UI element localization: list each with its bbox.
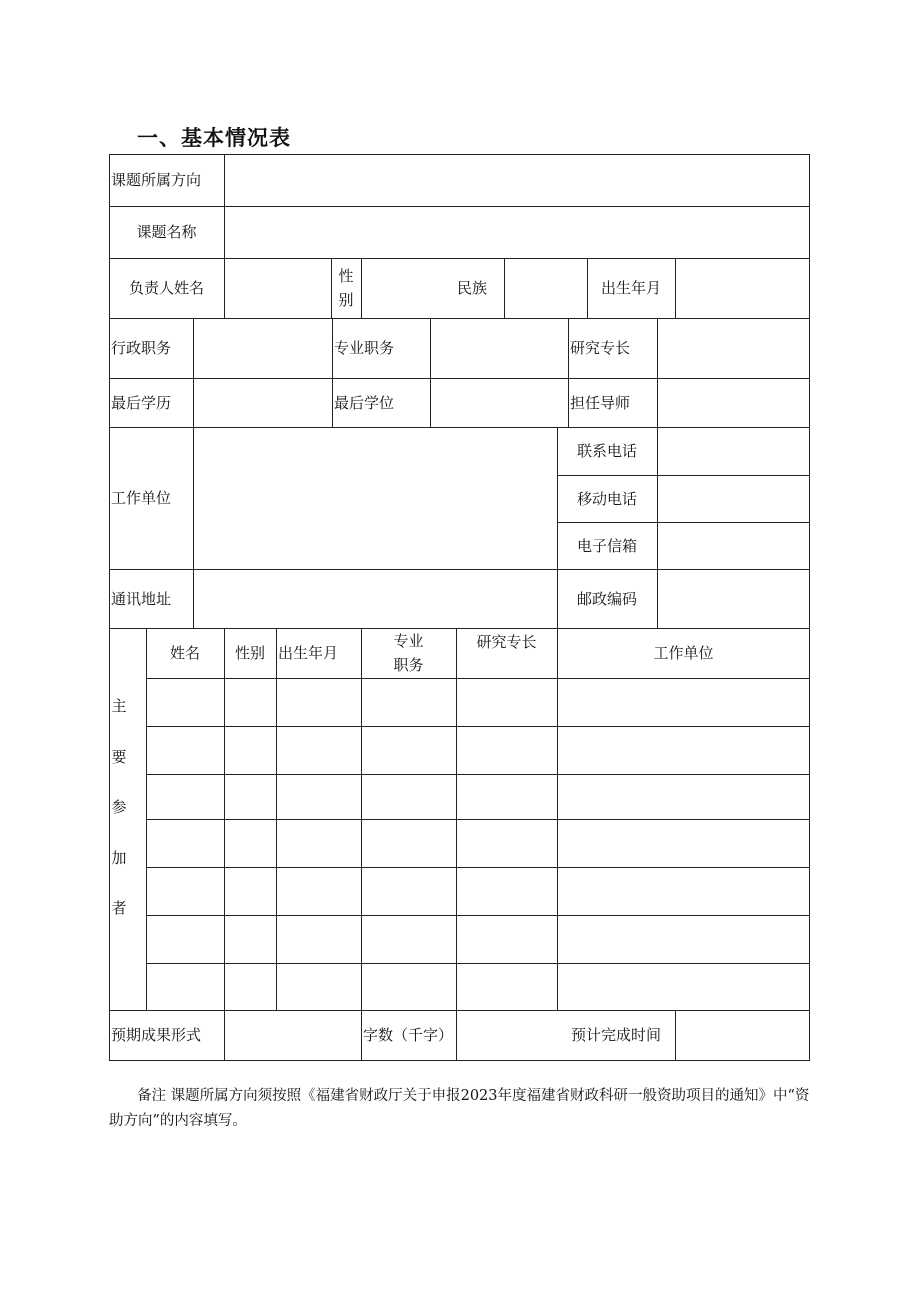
header-birth: 出生年月 xyxy=(278,644,339,662)
pro-post-field[interactable] xyxy=(431,319,568,378)
label-degree: 最后学位 xyxy=(334,393,395,412)
work-unit-field[interactable] xyxy=(194,428,557,569)
result-form-field[interactable] xyxy=(225,1011,361,1060)
label-ethnicity: 民族 xyxy=(457,279,488,297)
header-post xyxy=(361,628,456,678)
label-gender-2: 别 xyxy=(338,291,354,309)
page-title: 一、基本情况表 xyxy=(137,126,291,150)
col-rule xyxy=(146,628,147,1010)
label-gender-1: 性 xyxy=(338,267,354,285)
label-result-form: 预期成果形式 xyxy=(111,1026,202,1044)
label-direction: 课题所属方向 xyxy=(111,171,202,189)
header-specialty: 研究专长 xyxy=(476,633,537,651)
participants-char: 主 xyxy=(111,697,127,715)
row-rule xyxy=(146,819,810,820)
header-post-2: 职务 xyxy=(393,656,424,674)
mobile-field[interactable] xyxy=(658,476,809,522)
gender-field[interactable] xyxy=(362,259,442,318)
label-pro-post: 专业职务 xyxy=(334,339,395,357)
header-post-1: 专业 xyxy=(393,632,424,650)
label-admin-post: 行政职务 xyxy=(111,339,172,357)
label-leader-name: 负责人姓名 xyxy=(128,279,204,297)
leader-name-field[interactable] xyxy=(225,259,331,318)
row-rule xyxy=(146,963,810,964)
label-finish-time: 预计完成时间 xyxy=(570,1026,661,1044)
header-unit: 工作单位 xyxy=(653,644,714,662)
finish-time-field[interactable] xyxy=(676,1011,809,1060)
remark-note: 备注 课题所属方向须按照《福建省财政厅关于申报2023年度福建省财政科研一般资助项目的通知》中“资助方向”的内容填写。 xyxy=(109,1088,810,1129)
row-rule xyxy=(146,678,810,679)
row-rule xyxy=(146,915,810,916)
ethnicity-field[interactable] xyxy=(505,259,587,318)
label-word-count: 字数（千字） xyxy=(363,1026,454,1044)
participants-char: 参 xyxy=(111,798,127,816)
supervisor-field[interactable] xyxy=(658,379,809,427)
participants-char: 者 xyxy=(111,899,127,917)
basic-info-form xyxy=(109,154,810,1061)
label-work-unit: 工作单位 xyxy=(111,489,172,507)
col-rule xyxy=(224,628,225,1060)
label-mobile: 移动电话 xyxy=(576,489,637,508)
label-email: 电子信箱 xyxy=(576,536,637,555)
label-supervisor: 担任导师 xyxy=(570,393,631,412)
label-education: 最后学历 xyxy=(111,393,172,412)
education-field[interactable] xyxy=(194,379,332,427)
table-border-bottom xyxy=(109,1060,810,1061)
label-gender xyxy=(331,258,361,318)
admin-post-field[interactable] xyxy=(194,319,332,378)
col-rule xyxy=(361,628,362,1060)
phone-field[interactable] xyxy=(658,428,809,475)
direction-field[interactable] xyxy=(225,155,809,206)
label-specialty: 研究专长 xyxy=(570,339,631,357)
birth-field[interactable] xyxy=(676,259,809,318)
row-rule xyxy=(146,726,810,727)
specialty-field[interactable] xyxy=(658,319,809,378)
col-rule xyxy=(276,628,277,1010)
label-topic-name: 课题名称 xyxy=(136,223,197,241)
address-field[interactable] xyxy=(194,570,557,628)
row-rule xyxy=(146,867,810,868)
word-count-field[interactable] xyxy=(457,1011,557,1060)
table-border-right xyxy=(809,154,810,1061)
label-birth: 出生年月 xyxy=(600,279,661,297)
label-address: 通讯地址 xyxy=(111,589,172,608)
label-postcode: 邮政编码 xyxy=(576,589,637,608)
col-rule xyxy=(456,628,457,1060)
label-phone: 联系电话 xyxy=(576,442,637,460)
label-participants xyxy=(109,694,129,920)
topic-name-field[interactable] xyxy=(225,207,809,258)
participants-char: 要 xyxy=(111,747,127,766)
row-rule xyxy=(146,774,810,775)
header-gender: 性别 xyxy=(234,644,265,662)
email-field[interactable] xyxy=(658,523,809,569)
header-name: 姓名 xyxy=(169,644,200,662)
participants-char: 加 xyxy=(111,848,127,867)
degree-field[interactable] xyxy=(431,379,568,427)
postcode-field[interactable] xyxy=(658,570,809,628)
